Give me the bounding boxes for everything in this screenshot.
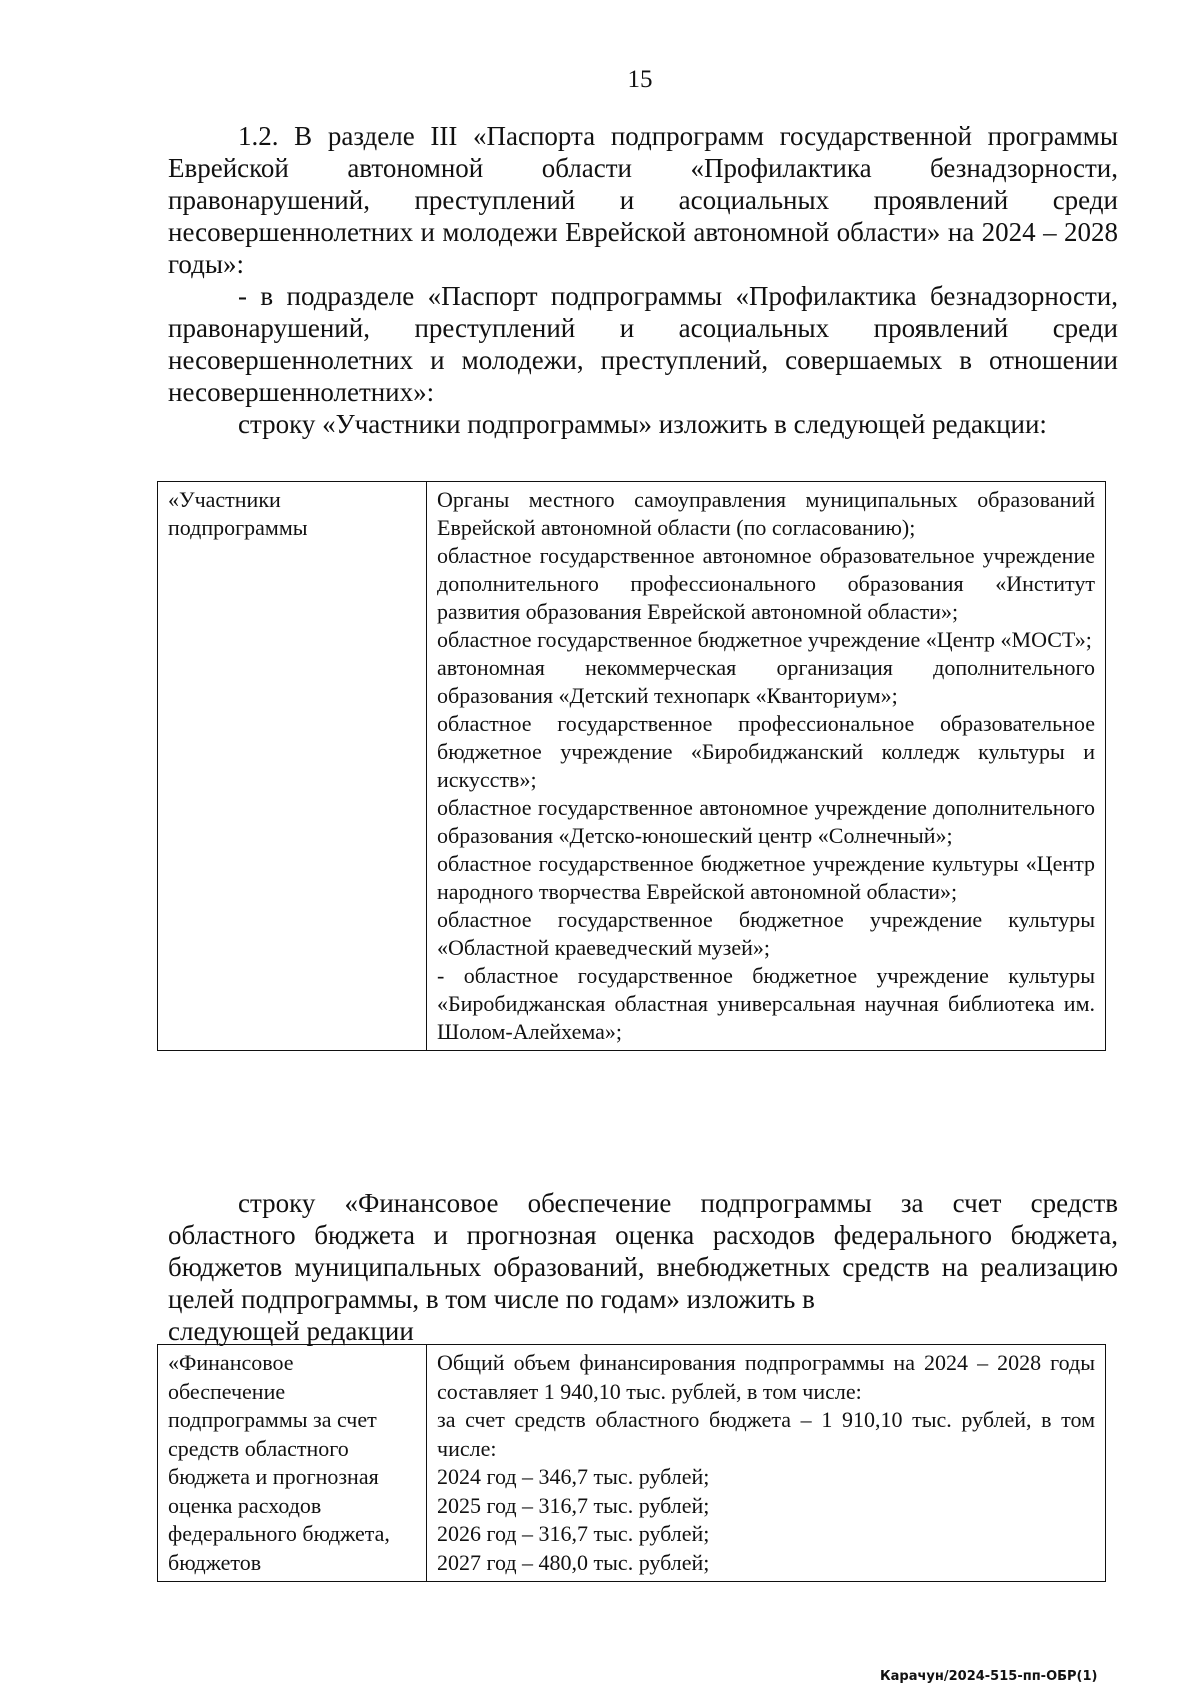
table-row [158, 1345, 1106, 1582]
table-row [158, 482, 1106, 1051]
financing-intro-text: строку «Финансовое обеспечение подпрограммы за счет средств областного бюджета и прогнозная оценка расходов федерального бюджета, бюджетов муниципальных образований, внебюджетных средств на реализацию целей подпрограммы, в том числе по годам» изложить в [168, 1188, 1118, 1314]
financing-line: 2025 год – 316,7 тыс. рублей; [437, 1492, 710, 1518]
financing-content [427, 1345, 1106, 1582]
participant-item: областное государственное автономное образовательное учреждение дополнительного профессионального образования «Институт развития образования Еврейской автономной области»; [437, 543, 1095, 624]
financing-label: «Финансовое обеспечение подпрограммы за счет средств областного бюджета и прогнозная оценка расходов федерального бюджета, бюджетов [158, 1345, 427, 1582]
financing-line: Общий объем финансирования подпрограммы на 2024 – 2028 годы составляет 1 940,10 тыс. рублей, в том числе: [437, 1350, 1095, 1404]
intro-paragraph-2: - в подразделе «Паспорт подпрограммы «Профилактика безнадзорности, правонарушений, преступлений и асоциальных проявлений среди несовершеннолетних и молодежи, преступлений, совершаемых в отношении несовершеннолетних»: [168, 281, 1118, 407]
participant-item: Органы местного самоуправления муниципальных образований Еврейской автономной области (по согласованию); [437, 487, 1095, 540]
financing-table [157, 1344, 1106, 1582]
financing-intro [168, 1187, 1118, 1347]
intro-text [168, 120, 1118, 440]
participants-content [427, 482, 1106, 1051]
participant-item: областное государственное бюджетное учреждение культуры «Центр народного творчества Еврейской автономной области»; [437, 851, 1095, 904]
financing-line: за счет средств областного бюджета – 1 910,10 тыс. рублей, в том числе: [437, 1407, 1095, 1461]
financing-line: 2027 год – 480,0 тыс. рублей; [437, 1549, 710, 1575]
document-code: Карачун/2024-515-пп-ОБР(1) [880, 1669, 1098, 1684]
intro-paragraph-3: строку «Участники подпрограммы» изложить в следующей редакции: [238, 409, 1047, 439]
financing-line: 2024 год – 346,7 тыс. рублей; [437, 1464, 710, 1489]
participants-table [157, 481, 1106, 1051]
financing-intro-last-line: следующей редакции [168, 1316, 414, 1346]
participant-item: областное государственное бюджетное учреждение «Центр «МОСТ»; [437, 627, 1092, 652]
page-number: 15 [627, 66, 653, 93]
participant-item: областное государственное автономное учреждение дополнительного образования «Детско-юношеский центр «Солнечный»; [437, 795, 1095, 848]
financing-intro-paragraph [168, 1187, 1118, 1347]
financing-line: 2026 год – 316,7 тыс. рублей; [437, 1521, 710, 1546]
participant-item: областное государственное профессиональное образовательное бюджетное учреждение «Биробиджанский колледж культуры и искусств»; [437, 711, 1095, 792]
participant-item: автономная некоммерческая организация дополнительного образования «Детский технопарк «Кванториум»; [437, 655, 1095, 708]
intro-paragraph-1: 1.2. В разделе III «Паспорта подпрограмм государственной программы Еврейской автономной области «Профилактика безнадзорности, правонарушений, преступлений и асоциальных проявлений среди несовершеннолетних и молодежи Еврейской автономной области» на 2024 – 2028 годы»: [168, 121, 1118, 279]
participants-label: «Участники подпрограммы [158, 482, 427, 1051]
participant-item: областное государственное бюджетное учреждение культуры «Областной краеведческий музей»; [437, 907, 1095, 960]
participant-item: - областное государственное бюджетное учреждение культуры «Биробиджанская областная универсальная научная библиотека им. Шолом-Алейхема»; [437, 963, 1095, 1044]
